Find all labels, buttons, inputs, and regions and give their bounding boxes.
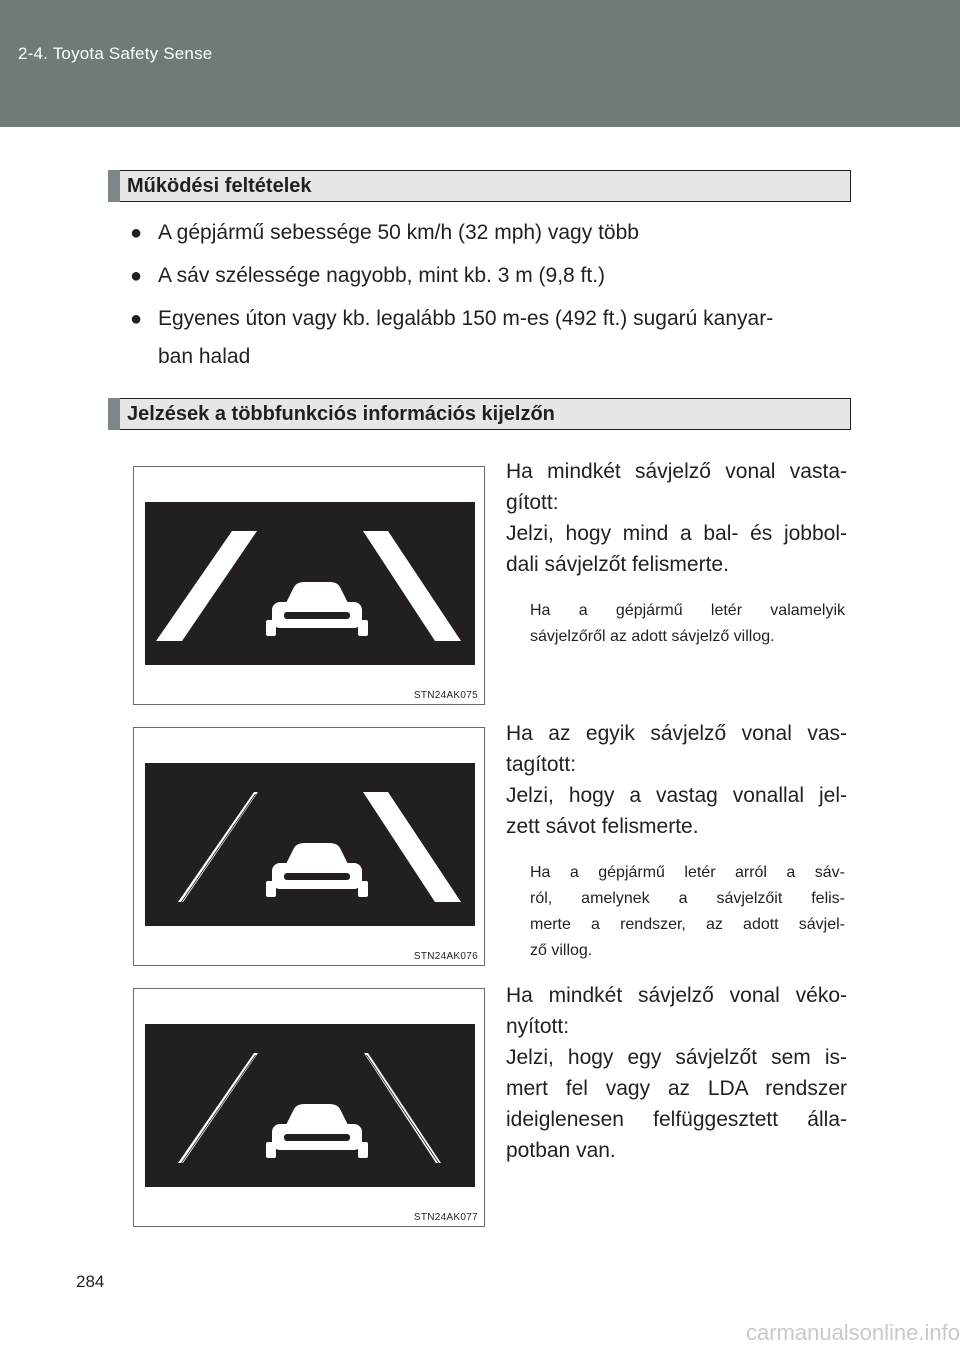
bullet-text: Egyenes úton vagy kb. legalább 150 m-es (492 ft.) sugarú kanyar- — [158, 307, 774, 330]
figure-one-lane-thick — [133, 727, 485, 966]
figure-code: STN24AK077 — [413, 1212, 478, 1223]
car-front-icon — [266, 582, 368, 636]
lane-thin-left-icon — [178, 792, 258, 902]
heading-accent — [108, 398, 120, 430]
bullet-text: A sáv szélessége nagyobb, mint kb. 3 m (9,8 ft.) — [158, 264, 606, 287]
car-front-icon — [266, 1104, 368, 1158]
bullet-text: A gépjármű sebessége 50 km/h (32 mph) vagy több — [158, 221, 639, 244]
conditions-heading: Működési feltételek — [127, 175, 312, 197]
lane-thick-right-icon — [363, 531, 461, 641]
note-line: Ha a gépjármű letér valamelyik — [530, 602, 845, 619]
figure-1-note — [530, 598, 845, 650]
lane-thin-right-icon — [364, 1053, 441, 1163]
bullet-icon: ● — [130, 265, 143, 287]
description-line: mert fel vagy az LDA rendszer — [506, 1077, 847, 1100]
description-line: Jelzi, hogy a vastag vonallal jel- — [506, 784, 847, 807]
figure-code: STN24AK076 — [413, 951, 478, 962]
figure-1-description — [506, 456, 847, 580]
car-front-icon — [266, 843, 368, 897]
indicators-heading-bar — [108, 398, 851, 430]
note-line: ző villog. — [530, 942, 593, 959]
conditions-heading-bar — [108, 170, 851, 202]
note-line: Ha a gépjármű letér arról a sáv- — [530, 864, 845, 881]
lane-thin-left-icon — [178, 1053, 258, 1163]
lane-thick-left-icon — [156, 531, 257, 641]
page-number: 284 — [76, 1272, 105, 1291]
bullet-icon: ● — [130, 222, 143, 244]
description-line: Ha mindkét sávjelző vonal véko- — [506, 984, 847, 1007]
bullet-text: ban halad — [158, 345, 251, 368]
description-line: Ha mindkét sávjelző vonal vasta- — [506, 460, 847, 483]
note-line: merte a rendszer, az adott sávjel- — [530, 916, 845, 933]
description-line: gított: — [506, 491, 559, 514]
page-header-band — [0, 0, 960, 127]
bullet-icon: ● — [130, 308, 143, 330]
note-line: ról, amelynek a sávjelzőit felis- — [530, 890, 845, 907]
description-line: Jelzi, hogy egy sávjelzőt sem is- — [506, 1046, 847, 1069]
description-line: Ha az egyik sávjelző vonal vas- — [506, 722, 847, 745]
lane-thick-right-icon — [363, 792, 461, 902]
figure-3-description — [506, 980, 847, 1166]
figure-2-description — [506, 718, 847, 842]
description-line: dali sávjelzőt felismerte. — [506, 553, 729, 576]
figure-both-lanes-thin — [133, 988, 485, 1227]
description-line: zett sávot felismerte. — [506, 815, 699, 838]
description-line: ideiglenesen felfüggesztett álla- — [506, 1108, 847, 1131]
note-line: sávjelzőről az adott sávjelző villog. — [530, 628, 775, 645]
watermark: carmanualsonline.info — [745, 1320, 960, 1345]
description-line: tagított: — [506, 753, 577, 776]
description-line: nyított: — [506, 1015, 570, 1038]
section-title: 2-4. Toyota Safety Sense — [18, 44, 213, 63]
heading-accent — [108, 170, 120, 202]
figure-both-lanes-thick — [133, 466, 485, 705]
description-line: Jelzi, hogy mind a bal- és jobbol- — [506, 522, 847, 545]
indicators-heading: Jelzések a többfunkciós információs kijelzőn — [127, 403, 555, 425]
figure-2-note — [530, 860, 845, 964]
description-line: potban van. — [506, 1139, 616, 1162]
figure-code: STN24AK075 — [413, 690, 478, 701]
